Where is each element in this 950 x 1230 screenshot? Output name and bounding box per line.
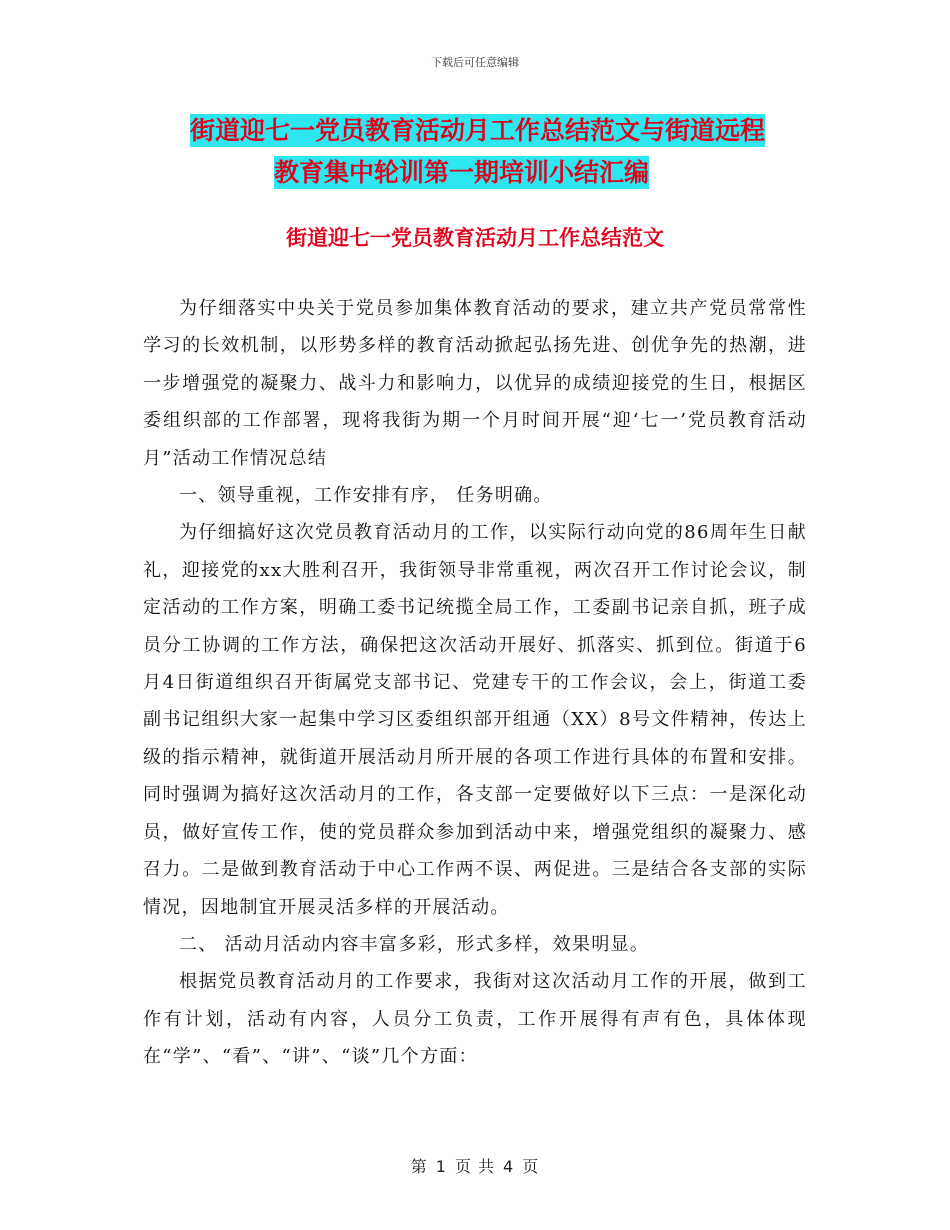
paragraph: 根据党员教育活动月的工作要求，我街对这次活动月工作的开展，做到工作有计划，活动有内容，人员分工负责，工作开展得有声有色，具体体现在“学”、“看”、“讲”、“谈”几个方面：	[143, 971, 807, 1068]
section-title: 街道迎七一党员教育活动月工作总结范文	[286, 226, 664, 250]
document-title-line-2: 教育集中轮训第一期培训小结汇编	[274, 158, 650, 187]
page-header-note: 下载后可任意编辑	[431, 56, 519, 69]
paragraph: 为仔细搞好这次党员教育活动月的工作，以实际行动向党的86周年生日献礼，迎接党的xx大胜利召开，我街领导非常重视，两次召开工作讨论会议，制定活动的工作方案，明确工委书记统揽全局工作，工委副书记亲自抓，班子成员分工协调的工作方法，确保把这次活动开展好、抓落实、抓到位。街道于6月4日街道组织召开街属党支部书记、党建专干的工作会议，会上，街道工委副书记组织大家一起集中学习区委组织部开组通（XX）8号文件精神，传达上级的指示精神，就街道开展活动月所开展的各项工作进行具体的布置和安排。同时强调为搞好这次活动月的工作，各支部一定要做好以下三点：一是深化动员，做好宣传工作，使的党员群众参加到活动中来，增强党组织的凝聚力、感召力。二是做到教育活动于中心工作两不误、两促进。三是结合各支部的实际情况，因地制宜开展灵活多样的开展活动。	[143, 522, 807, 918]
paragraph-heading: 二、 活动月活动内容丰富多彩，形式多样，效果明显。	[179, 933, 650, 955]
total-page-count: 4	[503, 1157, 515, 1176]
paragraph: 为仔细落实中央关于党员参加集体教育活动的要求，建立共产党员常常性学习的长效机制，以形势多样的教育活动掀起弘扬先进、创优争先的热潮，进一步增强党的凝聚力、战斗力和影响力，以优异的成绩迎接党的生日，根据区委组织部的工作部署，现将我街为期一个月时间开展“迎‘七一’党员教育活动月”活动工作情况总结	[143, 298, 807, 469]
page-footer: 第 1 页 共 4 页	[410, 1157, 540, 1176]
document-title-line-1: 街道迎七一党员教育活动月工作总结范文与街道远程	[190, 116, 766, 145]
current-page-number: 1	[435, 1157, 447, 1176]
document-title	[190, 110, 810, 194]
document-body	[143, 290, 807, 1076]
paragraph-heading: 一、领导重视，工作安排有序， 任务明确。	[179, 485, 553, 507]
